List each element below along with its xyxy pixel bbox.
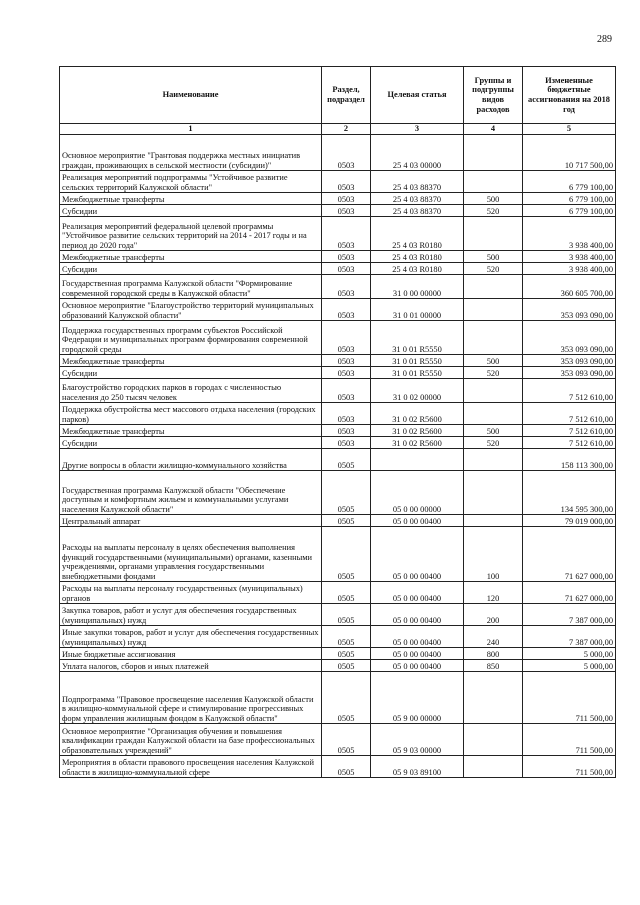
cell-target: 05 0 00 00400 [371, 604, 464, 626]
header-amount: Измененные бюджетные ассигнования на 2018 год [523, 67, 616, 124]
table-row [60, 582, 616, 604]
cell-name: Основное мероприятие "Организация обучения и повышения квалификации граждан Калужской области на базе профессиональных образовательных учреждений" [60, 724, 322, 756]
cell-target: 25 4 03 88370 [371, 205, 464, 217]
cell-section: 0503 [322, 263, 371, 275]
cell-group: 240 [464, 626, 523, 648]
cell-amount: 7 512 610,00 [523, 379, 616, 403]
cell-target: 31 0 00 00000 [371, 275, 464, 299]
cell-target: 05 9 03 89100 [371, 756, 464, 778]
table-row [60, 299, 616, 321]
cell-name: Межбюджетные трансферты [60, 251, 322, 263]
cell-section: 0503 [322, 437, 371, 449]
cell-section: 0503 [322, 425, 371, 437]
cell-name: Государственная программа Калужской области "Формирование современной городской среды в Калужской области" [60, 275, 322, 299]
cell-name: Расходы на выплаты персоналу в целях обеспечения выполнения функций государственными (муниципальными) органами, казенными учреждениями, органами управления государственными внебюджетными фондами [60, 527, 322, 582]
cell-group [464, 299, 523, 321]
cell-group [464, 449, 523, 471]
cell-section: 0503 [322, 379, 371, 403]
cell-name: Межбюджетные трансферты [60, 425, 322, 437]
cell-section: 0503 [322, 403, 371, 425]
cell-group: 500 [464, 355, 523, 367]
cell-name: Иные закупки товаров, работ и услуг для обеспечения государственных (муниципальных) нужд [60, 626, 322, 648]
cell-target: 31 0 01 R5550 [371, 367, 464, 379]
cell-name: Основное мероприятие "Грантовая поддержка местных инициатив граждан, проживающих в сельской местности (субсидии)" [60, 135, 322, 171]
cell-target: 25 4 03 88370 [371, 171, 464, 193]
cell-name: Реализация мероприятий федеральной целевой программы "Устойчивое развитие сельских территорий на 2014 - 2017 годы и на период до 2020 года" [60, 217, 322, 251]
cell-amount: 711 500,00 [523, 672, 616, 724]
cell-section: 0505 [322, 660, 371, 672]
cell-target: 31 0 02 00000 [371, 379, 464, 403]
cell-group [464, 217, 523, 251]
cell-group [464, 135, 523, 171]
cell-group: 800 [464, 648, 523, 660]
cell-group [464, 321, 523, 355]
table-row [60, 527, 616, 582]
column-number: 5 [523, 124, 616, 135]
cell-name: Субсидии [60, 205, 322, 217]
cell-amount: 353 093 090,00 [523, 367, 616, 379]
cell-name: Закупка товаров, работ и услуг для обеспечения государственных (муниципальных) нужд [60, 604, 322, 626]
column-number-row [60, 124, 616, 135]
table-row [60, 437, 616, 449]
cell-amount: 353 093 090,00 [523, 299, 616, 321]
cell-amount: 10 717 500,00 [523, 135, 616, 171]
cell-amount: 79 019 000,00 [523, 515, 616, 527]
cell-amount: 6 779 100,00 [523, 205, 616, 217]
table-row [60, 355, 616, 367]
table-row [60, 171, 616, 193]
table-row [60, 263, 616, 275]
cell-name: Субсидии [60, 263, 322, 275]
cell-amount: 7 512 610,00 [523, 425, 616, 437]
cell-group [464, 756, 523, 778]
cell-group: 100 [464, 527, 523, 582]
cell-target: 25 4 03 00000 [371, 135, 464, 171]
cell-amount: 71 627 000,00 [523, 527, 616, 582]
header-row [60, 67, 616, 124]
cell-target: 25 4 03 R0180 [371, 263, 464, 275]
cell-name: Субсидии [60, 367, 322, 379]
cell-amount: 134 595 300,00 [523, 471, 616, 515]
cell-amount: 71 627 000,00 [523, 582, 616, 604]
cell-group [464, 379, 523, 403]
cell-target: 05 0 00 00000 [371, 471, 464, 515]
table-row [60, 724, 616, 756]
cell-section: 0505 [322, 449, 371, 471]
table-row [60, 321, 616, 355]
cell-name: Уплата налогов, сборов и иных платежей [60, 660, 322, 672]
cell-section: 0503 [322, 171, 371, 193]
table-row [60, 648, 616, 660]
cell-target: 31 0 01 R5550 [371, 321, 464, 355]
cell-target: 05 0 00 00400 [371, 648, 464, 660]
table-row [60, 626, 616, 648]
table-row [60, 217, 616, 251]
cell-amount: 353 093 090,00 [523, 355, 616, 367]
cell-group: 500 [464, 425, 523, 437]
cell-amount: 5 000,00 [523, 660, 616, 672]
cell-target: 05 9 00 00000 [371, 672, 464, 724]
cell-name: Межбюджетные трансферты [60, 355, 322, 367]
table-row [60, 604, 616, 626]
budget-table [59, 66, 616, 778]
cell-amount: 6 779 100,00 [523, 193, 616, 205]
cell-name: Межбюджетные трансферты [60, 193, 322, 205]
table-row [60, 275, 616, 299]
cell-amount: 711 500,00 [523, 756, 616, 778]
cell-target: 05 9 03 00000 [371, 724, 464, 756]
table-row [60, 135, 616, 171]
cell-target: 05 0 00 00400 [371, 515, 464, 527]
cell-amount: 3 938 400,00 [523, 217, 616, 251]
cell-target: 05 0 00 00400 [371, 626, 464, 648]
cell-group [464, 515, 523, 527]
cell-target: 25 4 03 R0180 [371, 251, 464, 263]
cell-amount: 3 938 400,00 [523, 251, 616, 263]
cell-name: Другие вопросы в области жилищно-коммунального хозяйства [60, 449, 322, 471]
header-name: Наименование [60, 67, 322, 124]
column-number: 1 [60, 124, 322, 135]
table-row [60, 672, 616, 724]
cell-group: 500 [464, 251, 523, 263]
cell-section: 0503 [322, 193, 371, 205]
cell-group: 520 [464, 205, 523, 217]
cell-section: 0505 [322, 604, 371, 626]
cell-amount: 7 387 000,00 [523, 626, 616, 648]
cell-name: Расходы на выплаты персоналу государственных (муниципальных) органов [60, 582, 322, 604]
cell-group [464, 471, 523, 515]
cell-group [464, 171, 523, 193]
cell-section: 0503 [322, 135, 371, 171]
cell-section: 0503 [322, 205, 371, 217]
table-row [60, 193, 616, 205]
cell-target: 31 0 02 R5600 [371, 437, 464, 449]
table-row [60, 660, 616, 672]
cell-target: 05 0 00 00400 [371, 527, 464, 582]
cell-section: 0503 [322, 355, 371, 367]
cell-amount: 7 512 610,00 [523, 403, 616, 425]
cell-target: 25 4 03 R0180 [371, 217, 464, 251]
cell-section: 0503 [322, 251, 371, 263]
cell-name: Субсидии [60, 437, 322, 449]
table-row [60, 515, 616, 527]
cell-section: 0503 [322, 321, 371, 355]
header-section: Раздел, подраздел [322, 67, 371, 124]
page-number: 289 [597, 34, 612, 45]
cell-section: 0505 [322, 582, 371, 604]
cell-group [464, 672, 523, 724]
cell-group: 120 [464, 582, 523, 604]
table-row [60, 425, 616, 437]
cell-amount: 360 605 700,00 [523, 275, 616, 299]
cell-name: Государственная программа Калужской области "Обеспечение доступным и комфортным жильем и коммунальными услугами населения Калужской области" [60, 471, 322, 515]
cell-amount: 353 093 090,00 [523, 321, 616, 355]
cell-target: 05 0 00 00400 [371, 582, 464, 604]
cell-target [371, 449, 464, 471]
cell-group [464, 275, 523, 299]
cell-section: 0505 [322, 672, 371, 724]
cell-amount: 6 779 100,00 [523, 171, 616, 193]
table-row [60, 449, 616, 471]
cell-name: Иные бюджетные ассигнования [60, 648, 322, 660]
cell-section: 0505 [322, 527, 371, 582]
cell-name: Основное мероприятие "Благоустройство территорий муниципальных образований Калужской области" [60, 299, 322, 321]
cell-name: Поддержка обустройства мест массового отдыха населения (городских парков) [60, 403, 322, 425]
cell-amount: 3 938 400,00 [523, 263, 616, 275]
table-row [60, 251, 616, 263]
cell-section: 0505 [322, 648, 371, 660]
cell-section: 0503 [322, 217, 371, 251]
cell-group: 520 [464, 263, 523, 275]
cell-section: 0505 [322, 471, 371, 515]
header-target: Целевая статья [371, 67, 464, 124]
column-number: 2 [322, 124, 371, 135]
table-row [60, 756, 616, 778]
cell-section: 0505 [322, 756, 371, 778]
column-number: 4 [464, 124, 523, 135]
cell-amount: 7 512 610,00 [523, 437, 616, 449]
cell-amount: 158 113 300,00 [523, 449, 616, 471]
cell-section: 0505 [322, 626, 371, 648]
cell-name: Благоустройство городских парков в городах с численностью населения до 250 тысяч человек [60, 379, 322, 403]
cell-section: 0503 [322, 275, 371, 299]
cell-amount: 7 387 000,00 [523, 604, 616, 626]
cell-section: 0505 [322, 724, 371, 756]
cell-section: 0503 [322, 367, 371, 379]
table-row [60, 471, 616, 515]
cell-group: 520 [464, 367, 523, 379]
cell-target: 31 0 02 R5600 [371, 425, 464, 437]
table-row [60, 205, 616, 217]
table-row [60, 379, 616, 403]
cell-group: 520 [464, 437, 523, 449]
cell-section: 0503 [322, 299, 371, 321]
cell-group [464, 403, 523, 425]
cell-name: Поддержка государственных программ субъектов Российской Федерации и муниципальных программ формирования современной городской среды [60, 321, 322, 355]
table-row [60, 367, 616, 379]
cell-amount: 5 000,00 [523, 648, 616, 660]
cell-target: 31 0 02 R5600 [371, 403, 464, 425]
cell-target: 05 0 00 00400 [371, 660, 464, 672]
cell-amount: 711 500,00 [523, 724, 616, 756]
header-groups: Группы и подгруппы видов расходов [464, 67, 523, 124]
table-row [60, 403, 616, 425]
cell-target: 31 0 01 00000 [371, 299, 464, 321]
cell-target: 31 0 01 R5550 [371, 355, 464, 367]
cell-group: 850 [464, 660, 523, 672]
cell-group: 500 [464, 193, 523, 205]
table-body [60, 135, 616, 778]
cell-target: 25 4 03 88370 [371, 193, 464, 205]
cell-name: Подпрограмма "Правовое просвещение населения Калужской области в жилищно-коммунальной сфере и стимулирование прогрессивных форм управления жилищным фондом в Калужской области" [60, 672, 322, 724]
cell-group: 200 [464, 604, 523, 626]
cell-name: Реализация мероприятий подпрограммы "Устойчивое развитие сельских территорий Калужской области" [60, 171, 322, 193]
cell-group [464, 724, 523, 756]
cell-name: Мероприятия в области правового просвещения населения Калужской области в жилищно-коммунальной сфере [60, 756, 322, 778]
column-number: 3 [371, 124, 464, 135]
cell-name: Центральный аппарат [60, 515, 322, 527]
cell-section: 0505 [322, 515, 371, 527]
